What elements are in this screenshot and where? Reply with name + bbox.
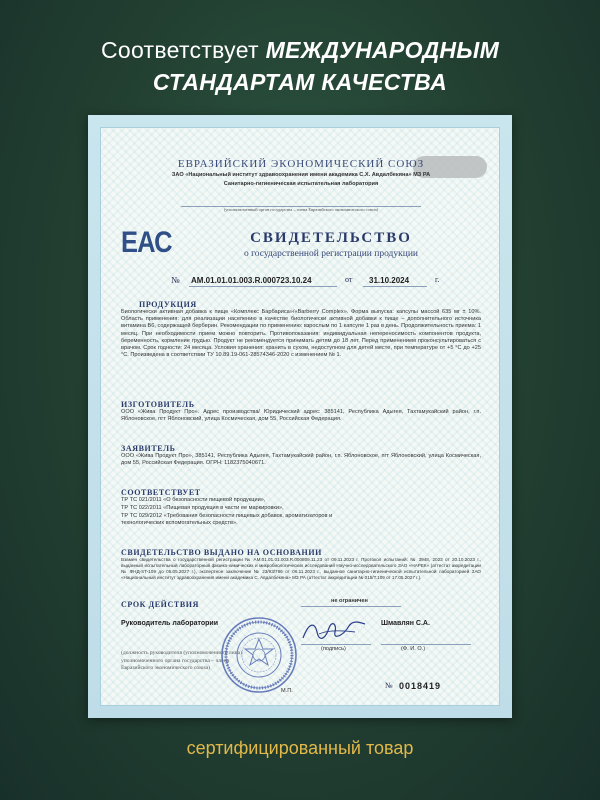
- signer-name-caption: (Ф. И. О.): [401, 646, 426, 652]
- headline: [0, 34, 600, 98]
- signer-name-rule: [381, 644, 471, 645]
- year-suffix: г.: [435, 275, 440, 284]
- document-title: СВИДЕТЕЛЬСТВО: [250, 230, 412, 246]
- signer-role: Руководитель лаборатории: [121, 620, 219, 627]
- number-label: №: [171, 275, 180, 285]
- certificate-date: 31.10.2024: [369, 276, 410, 285]
- compliance-heading: СООТВЕТСТВУЕТ: [121, 488, 201, 497]
- compliance-item: ТР ТС 021/2011 «О безопасности пищевой продукции»,: [121, 497, 266, 503]
- serial-number: 0018419: [399, 681, 442, 691]
- authority-caption: (уполномоченный орган государства – члена Евразийского экономического союза): [223, 207, 379, 212]
- signature-rule: [301, 644, 371, 645]
- document-subtitle: о государственной регистрации продукции: [244, 249, 418, 259]
- compliance-item: ТР ТС 022/2011 «Пищевая продукция в части ее маркировки»,: [121, 505, 284, 511]
- official-seal-stamp: [219, 615, 299, 695]
- mp-label: М.П.: [281, 688, 293, 694]
- manufacturer-heading: ИЗГОТОВИТЕЛЬ: [121, 400, 195, 409]
- institute-line: ЗАО «Национальный институт здравоохранения имени академика С.Х. Авдалбекяна» МЗ РА: [171, 172, 431, 178]
- validity-rule: [301, 606, 401, 607]
- lab-line: Санитарно-гигиеническая испытательная лаборатория: [223, 181, 379, 187]
- applicant-heading: ЗАЯВИТЕЛЬ: [121, 444, 176, 453]
- registration-certificate: [88, 115, 512, 718]
- date-rule: [363, 286, 427, 287]
- footer-caption: сертифицированный товар: [186, 738, 414, 758]
- product-heading: ПРОДУКЦИЯ: [139, 300, 197, 309]
- applicant-text: ООО «Жива Продукт Про», 385141, Республика Адыгея, Тахтамукайский район, г.п. Яблоновское, пгт Яблоновский, улица Космическая, дом 55, Российская Федерация. ОГРН: 1182375040671.: [121, 453, 481, 467]
- headline-emphasis-2: СТАНДАРТАМ КАЧЕСТВА: [152, 69, 448, 95]
- serial-label: №: [385, 681, 393, 690]
- signer-name: Шмавлян С.А.: [381, 620, 430, 627]
- product-text: Биологически активная добавка к пище «Комплекс Барбариса»/«Barberry Complex». Форма выпуска: капсулы массой 635 мг ± 10%. Область применения: для реализации населению в качестве биологически активной добавки к пище – дополнительного источника витамина В6, содержащей берберин. Рекомендации по применению: взрослым по 1 капсуле 1 раз в день. Продолжительность приема: 1 месяц. При необходимости прием можно повторить. Противопоказания: индивидуальная непереносимость компонентов продукта, беременность, кормление грудью. Продукт не рекомендуется принимать детям до 18 лет. Перед применением проконсультироваться с врачом. Срок годности: 24 месяца. Условия хранения: хранить в сухом, недоступном для детей месте, при температуре от +5 °С до +25 °С. Произведена в соответствии ТУ 10.89.19-061-28574346-2020 с изменением № 1.: [121, 309, 481, 359]
- headline-regular-text: Соответствует: [100, 37, 266, 63]
- handwritten-signature: [299, 618, 369, 644]
- basis-heading: СВИДЕТЕЛЬСТВО ВЫДАНО НА ОСНОВАНИИ: [121, 548, 323, 557]
- eac-logo: ЕАС: [121, 226, 172, 259]
- validity-value: не ограничен: [331, 598, 368, 604]
- signature-caption: (подпись): [321, 646, 346, 652]
- manufacturer-text: ООО «Жива Продукт Про». Адрес производства/ Юридический адрес: 385141, Республика Адыгея, Тахтамукайский район, г.п. Яблоновское, пгт Яблоновский, улица Космическая, дом 55, Российская Федерация.: [121, 409, 481, 423]
- compliance-item: ТР ТС 029/2012 «Требования безопасности пищевых добавок, ароматизаторов и технологических вспомогательных средств».: [121, 513, 333, 527]
- date-label: от: [345, 275, 353, 284]
- basis-text: Взамен свидетельства о государственной регистрации № AM.01.01.01.003.R.000809.11.23 от 09.11.2023 г. Протокол испытаний: № 3948, 2023 от 20.10.2023 г., выданный испытательный лабораторный физико-химических и микробиологических исследований Научно-исследовательского ЗАО «НАРЕК» (аттестат аккредитации № ФНД-ST-109 до 05.05.2027 г.), экспертное заключение № 23/93/786 от 06.11.2023 г., выданное санитарно-гигиенической испытательной лабораторией ЗАО «Национальный институт здравоохранения имени академика С. Авдалбекяна» МЗ РА (аттестат аккредитации № 015/Т.109 от 17.05.2027 г.).: [121, 557, 481, 580]
- union-title: ЕВРАЗИЙСКИЙ ЭКОНОМИЧЕСКИЙ СОЮЗ: [177, 158, 425, 170]
- authority-footer: (должность руководителя (уполномоченного лица) уполномоченного органа государства – члена Евразийского экономического союза): [121, 650, 243, 672]
- certificate-number: AM.01.01.01.003.R.000723.10.24: [191, 276, 312, 285]
- headline-line-1: [0, 34, 600, 66]
- headline-emphasis-1: МЕЖДУНАРОДНЫМ: [265, 37, 500, 63]
- certificate-paper: [100, 127, 500, 706]
- number-rule: [189, 286, 337, 287]
- validity-heading: СРОК ДЕЙСТВИЯ: [121, 600, 199, 609]
